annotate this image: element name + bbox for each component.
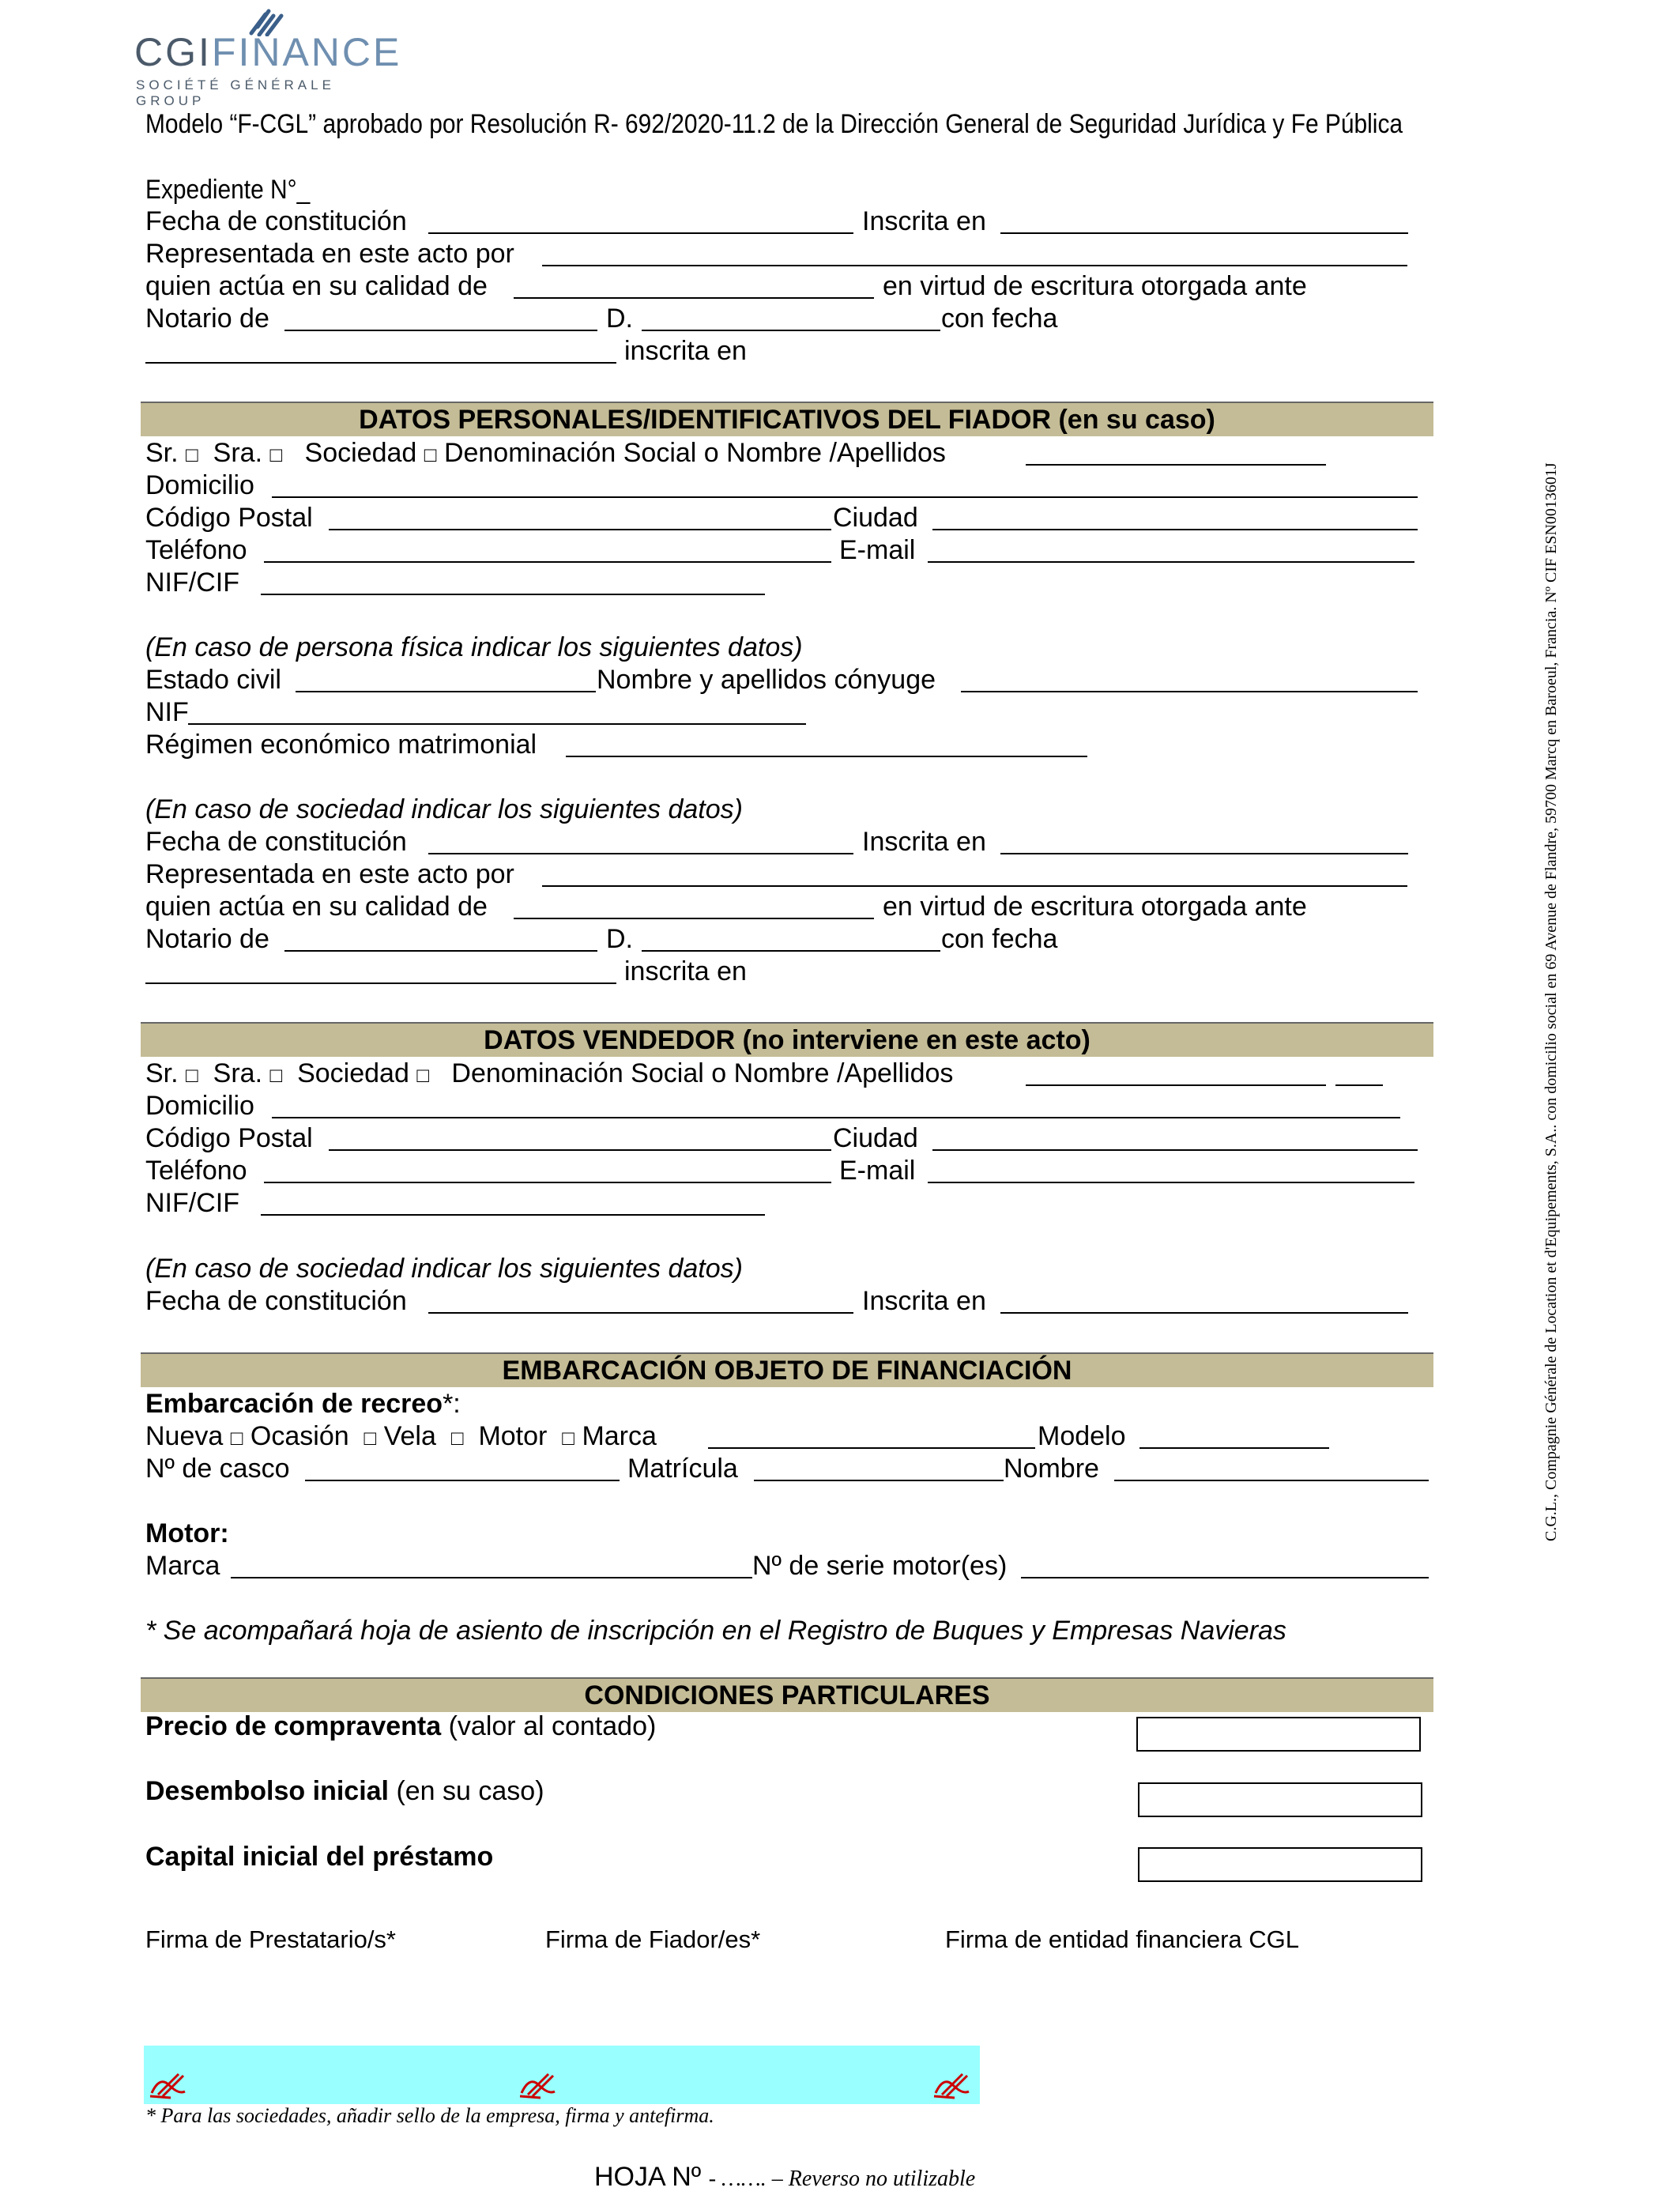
desembolso-input-box[interactable] [1138,1782,1422,1817]
pen-fiador-icon [517,2068,561,2099]
hoja-label: HOJA Nº [594,2162,702,2192]
footer-hoja [594,2161,975,2195]
side-legal-text: C.G.L., Compagnie Générale de Location et d'Equipements, S.A.. con domicilio social en 69 Avenue de Flandre, 59700 Marcq en Baroeul, Francia. Nº CIF ESN0013601J [1543,462,1560,1541]
motor-marca-label: Marca [145,1551,220,1581]
signature-area[interactable] [144,2046,980,2104]
ocasion-label: Ocasión [250,1421,349,1451]
vendedor-codigo-postal-field[interactable] [329,1149,831,1151]
ciudad-field[interactable] [932,529,1418,530]
fecha-constitucion-field[interactable] [428,232,853,234]
virtud-label: en virtud de escritura otorgada ante [883,271,1307,301]
vendedor-ciudad-field[interactable] [932,1149,1418,1151]
fiador-virtud-label: en virtud de escritura otorgada ante [883,892,1307,922]
hoja-rest: - ……. – Reverso no utilizable [708,2167,976,2191]
representada-field[interactable] [542,265,1407,266]
calidad-label: quien actúa en su calidad de [145,271,488,301]
motor-label: Motor [478,1421,548,1451]
desembolso-row [145,1775,544,1807]
section-band-vendedor [141,1022,1433,1057]
n-serie-label: Nº de serie motor(es) [752,1551,1008,1581]
matricula-label: Matrícula [627,1454,738,1484]
pen-prestatario-icon [147,2068,191,2099]
model-approval-line: Modelo “F-CGL” aprobado por Resolución R- 692/2020-11.2 de la Dirección General de Seguridad Jurídica y Fe Pública [145,109,1403,139]
denominacion-field[interactable] [1026,464,1326,466]
logo-text-finance: FINANCE [211,30,402,74]
vendedor-telefono-field[interactable] [264,1182,831,1183]
codigo-postal-label: Código Postal [145,503,313,533]
vendedor-denominacion-field[interactable] [1026,1084,1326,1086]
nombre-label: Nombre [1004,1454,1099,1484]
section-title-condiciones: CONDICIONES PARTICULARES [584,1680,990,1710]
sr-label: Sr. [145,438,179,468]
vendedor-telefono-label: Teléfono [145,1156,247,1186]
motor-marca-field[interactable] [231,1577,752,1578]
desembolso-sublabel: (en su caso) [396,1776,544,1806]
logo-subtext: SOCIÉTÉ GÉNÉRALE GROUP [136,77,335,108]
fiador-fecha-constitucion-field[interactable] [428,853,853,854]
vendedor-denominacion-label: Denominación Social o Nombre /Apellidos [451,1058,954,1088]
vendedor-sociedad-note: (En caso de sociedad indicar los siguientes datos) [145,1254,743,1284]
fiador-d-label: D. [606,924,633,954]
nombre-conyuge-field[interactable] [961,691,1418,692]
section-title-fiador: DATOS PERSONALES/IDENTIFICATIVOS DEL FIADOR (en su caso) [359,405,1215,435]
vela-checkbox[interactable]: □ [450,1426,464,1450]
vendedor-fecha-constitucion-field[interactable] [428,1312,853,1314]
sociedades-note: * Para las sociedades, añadir sello de la empresa, firma y antefirma. [145,2104,714,2127]
vendedor-denominacion-field-2[interactable] [1335,1084,1383,1086]
fiador-representada-field[interactable] [542,885,1407,887]
firma-entidad-label: Firma de entidad financiera CGL [945,1925,1300,1953]
fiador-inscrita-en-label: Inscrita en [862,827,986,857]
n-casco-label: Nº de casco [145,1454,290,1484]
fiador-con-fecha-label: con fecha [941,924,1058,954]
fiador-fecha-field[interactable] [145,982,616,984]
section-band-condiciones [141,1677,1433,1712]
expediente-label: Expediente N°_ [145,175,311,205]
telefono-label: Teléfono [145,535,247,565]
d-label: D. [606,304,633,334]
estado-civil-field[interactable] [296,691,596,692]
modelo-label: Modelo [1038,1421,1126,1451]
fiador-type-row [145,437,946,470]
nif-field[interactable] [188,723,806,725]
vendedor-nif-cif-label: NIF/CIF [145,1188,239,1218]
motor-heading: Motor: [145,1518,229,1548]
notario-label: Notario de [145,304,269,334]
nombre-field[interactable] [1114,1480,1429,1481]
notario-field[interactable] [284,330,597,331]
nif-cif-label: NIF/CIF [145,568,239,598]
con-fecha-label: con fecha [941,304,1058,334]
fiador-d-field[interactable] [642,950,940,952]
telefono-field[interactable] [264,561,831,563]
pen-entidad-icon [931,2068,975,2099]
n-serie-field[interactable] [1021,1577,1429,1578]
vendedor-sra-label: Sra. [213,1058,263,1088]
inscrita-en-field[interactable] [1000,232,1408,234]
vendedor-email-field[interactable] [928,1182,1414,1183]
section-title-embarcacion: EMBARCACIÓN OBJETO DE FINANCIACIÓN [502,1356,1072,1386]
vendedor-nif-cif-field[interactable] [261,1214,765,1216]
recreo-label: Embarcación de recreo [145,1389,443,1419]
precio-input-box[interactable] [1136,1717,1421,1752]
ocasion-checkbox[interactable]: □ [363,1426,377,1450]
nif-cif-field[interactable] [261,594,765,595]
regimen-label: Régimen económico matrimonial [145,730,537,760]
marca-field[interactable] [708,1447,1035,1449]
fiador-notario-field[interactable] [284,950,597,952]
matricula-field[interactable] [754,1480,1004,1481]
fiador-notario-label: Notario de [145,924,269,954]
calidad-field[interactable] [514,297,874,299]
fiador-inscrita-en-field[interactable] [1000,853,1408,854]
vendedor-sra-checkbox[interactable]: □ [269,1063,283,1087]
inscrita-en-label: Inscrita en [862,206,986,236]
fiador-calidad-field[interactable] [514,918,874,919]
vendedor-inscrita-en-field[interactable] [1000,1312,1408,1314]
section-title-vendedor: DATOS VENDEDOR (no interviene en este acto) [484,1025,1090,1055]
vendedor-domicilio-field[interactable] [272,1117,1400,1118]
inscrita-en-lower-label: inscrita en [624,336,747,366]
email-label: E-mail [839,535,916,565]
vendedor-type-row [145,1058,953,1091]
fiador-representada-label: Representada en este acto por [145,859,514,889]
sra-label: Sra. [213,438,263,468]
fecha-field[interactable] [145,362,616,364]
capital-label: Capital inicial del préstamo [145,1842,494,1872]
modelo-field[interactable] [1139,1447,1329,1449]
nombre-conyuge-label: Nombre y apellidos cónyuge [597,665,936,695]
vendedor-sr-label: Sr. [145,1058,179,1088]
precio-label: Precio de compraventa [145,1711,442,1741]
nif-label: NIF [145,697,189,727]
sociedad-checkbox[interactable]: □ [424,443,437,466]
vendedor-ciudad-label: Ciudad [833,1123,918,1153]
vendedor-sociedad-label: Sociedad [297,1058,409,1088]
section-band-fiador [141,402,1433,436]
recreo-suffix: *: [443,1389,461,1419]
capital-input-box[interactable] [1138,1847,1422,1882]
precio-sublabel: (valor al contado) [448,1711,657,1741]
vendedor-domicilio-label: Domicilio [145,1091,254,1121]
firma-prestatario-label: Firma de Prestatario/s* [145,1925,396,1953]
sra-checkbox[interactable]: □ [269,443,283,466]
motor-checkbox[interactable]: □ [562,1426,574,1450]
fiador-calidad-label: quien actúa en su calidad de [145,892,488,922]
nueva-label: Nueva [145,1421,224,1451]
logo-text-cgi: CGI [134,30,212,74]
recreo-heading [145,1388,461,1420]
n-casco-field[interactable] [305,1480,620,1481]
boat-type-row [145,1420,657,1454]
registro-note: * Se acompañará hoja de asiento de inscripción en el Registro de Buques y Empresas Navieras [145,1616,1286,1646]
precio-row [145,1710,656,1742]
firma-fiador-label: Firma de Fiador/es* [545,1925,761,1953]
sociedad-label: Sociedad [304,438,417,468]
vendedor-sr-checkbox[interactable]: □ [186,1063,198,1087]
regimen-field[interactable] [566,756,1087,757]
fecha-constitucion-label: Fecha de constitución [145,206,407,236]
sr-checkbox[interactable]: □ [186,443,198,466]
domicilio-label: Domicilio [145,470,254,500]
ciudad-label: Ciudad [833,503,918,533]
vendedor-fecha-constitucion-label: Fecha de constitución [145,1286,407,1316]
desembolso-label: Desembolso inicial [145,1776,389,1806]
sociedad-note: (En caso de sociedad indicar los siguientes datos) [145,794,743,824]
vendedor-codigo-postal-label: Código Postal [145,1123,313,1153]
company-logo [134,5,403,108]
marca-label: Marca [582,1421,657,1451]
section-band-embarcacion [141,1352,1433,1387]
estado-civil-label: Estado civil [145,665,281,695]
denominacion-label: Denominación Social o Nombre /Apellidos [443,438,946,468]
d-field[interactable] [642,330,940,331]
representada-label: Representada en este acto por [145,239,514,269]
vela-label: Vela [383,1421,436,1451]
nueva-checkbox[interactable]: □ [230,1426,243,1450]
vendedor-email-label: E-mail [839,1156,916,1186]
vendedor-sociedad-checkbox[interactable]: □ [416,1063,430,1087]
vendedor-inscrita-en-label: Inscrita en [862,1286,986,1316]
fiador-inscrita-en-lower-label: inscrita en [624,956,747,986]
domicilio-field[interactable] [272,496,1418,498]
email-field[interactable] [928,561,1414,563]
fisica-note: (En caso de persona física indicar los siguientes datos) [145,632,803,662]
fiador-fecha-constitucion-label: Fecha de constitución [145,827,407,857]
codigo-postal-field[interactable] [329,529,831,530]
